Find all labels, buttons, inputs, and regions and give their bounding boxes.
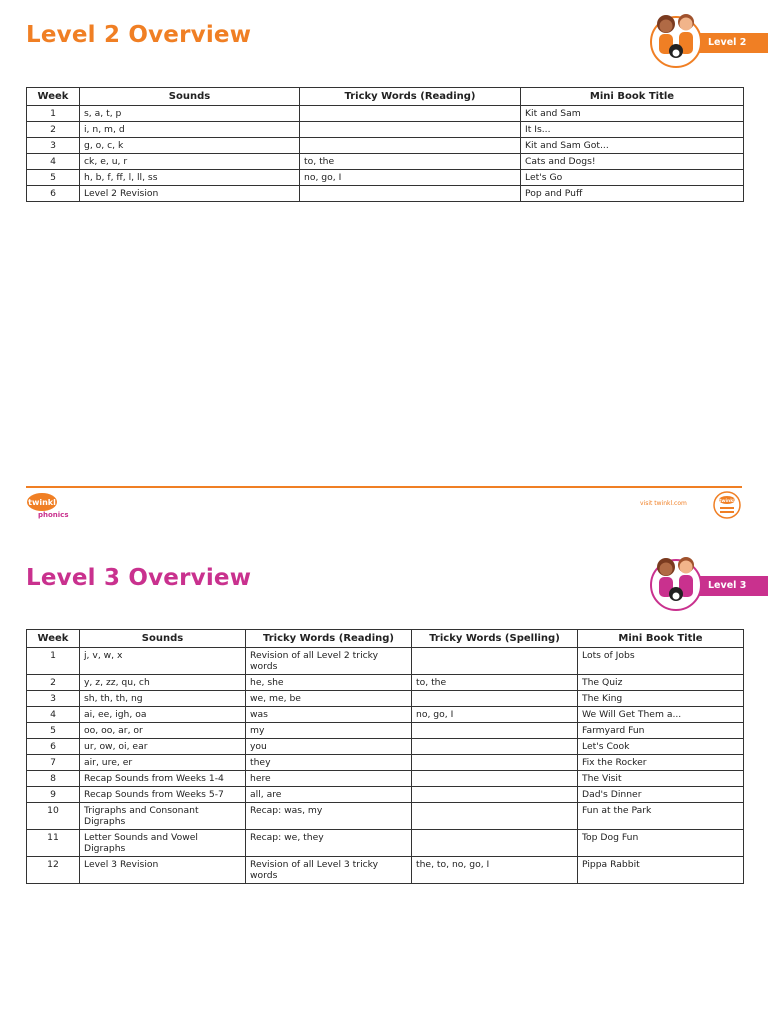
week-cell: 6: [27, 186, 80, 202]
table-row: [27, 755, 744, 771]
table-row: [27, 106, 744, 122]
column-header: Week: [27, 630, 80, 648]
column-header: Mini Book Title: [578, 630, 744, 648]
book-title-cell: Let's Go: [521, 170, 744, 186]
table-row: [27, 138, 744, 154]
level-2-table: [26, 87, 744, 202]
week-cell: 3: [27, 138, 80, 154]
book-title-cell: Kit and Sam Got...: [521, 138, 744, 154]
column-header: Mini Book Title: [521, 88, 744, 106]
tricky-spelling-cell: [412, 691, 578, 707]
children-avatar-icon: [646, 547, 706, 611]
tricky-spelling-cell: [412, 787, 578, 803]
tricky-reading-cell: they: [246, 755, 412, 771]
sounds-cell: Letter Sounds and Vowel Digraphs: [80, 830, 246, 857]
children-avatar-icon: [646, 4, 706, 68]
book-title-cell: Dad's Dinner: [578, 787, 744, 803]
sounds-cell: ck, e, u, r: [80, 154, 300, 170]
table-header-row: [27, 88, 744, 106]
tricky-reading-cell: you: [246, 739, 412, 755]
week-cell: 2: [27, 122, 80, 138]
sounds-cell: ai, ee, igh, oa: [80, 707, 246, 723]
tricky-reading-cell: my: [246, 723, 412, 739]
book-title-cell: Fix the Rocker: [578, 755, 744, 771]
tricky-reading-cell: no, go, I: [300, 170, 521, 186]
sounds-cell: Trigraphs and Consonant Digraphs: [80, 803, 246, 830]
table-row: [27, 648, 744, 675]
table-row: [27, 771, 744, 787]
tricky-spelling-cell: no, go, I: [412, 707, 578, 723]
tricky-spelling-cell: [412, 648, 578, 675]
column-header: Tricky Words (Spelling): [412, 630, 578, 648]
sounds-cell: Recap Sounds from Weeks 5-7: [80, 787, 246, 803]
tricky-reading-cell: we, me, be: [246, 691, 412, 707]
tricky-reading-cell: [300, 186, 521, 202]
sounds-cell: j, v, w, x: [80, 648, 246, 675]
tricky-reading-cell: Revision of all Level 2 tricky words: [246, 648, 412, 675]
tricky-spelling-cell: [412, 830, 578, 857]
sounds-cell: Level 2 Revision: [80, 186, 300, 202]
sounds-cell: y, z, zz, qu, ch: [80, 675, 246, 691]
sounds-cell: air, ure, er: [80, 755, 246, 771]
tricky-reading-cell: [300, 138, 521, 154]
tricky-spelling-cell: [412, 739, 578, 755]
sounds-cell: oo, oo, ar, or: [80, 723, 246, 739]
tricky-spelling-cell: [412, 771, 578, 787]
table-row: [27, 857, 744, 884]
table-row: [27, 186, 744, 202]
table-row: [27, 739, 744, 755]
week-cell: 7: [27, 755, 80, 771]
table-row: [27, 122, 744, 138]
tricky-spelling-cell: [412, 803, 578, 830]
table-row: [27, 675, 744, 691]
week-cell: 1: [27, 106, 80, 122]
tricky-reading-cell: to, the: [300, 154, 521, 170]
tricky-reading-cell: was: [246, 707, 412, 723]
table-row: [27, 707, 744, 723]
column-header: Week: [27, 88, 80, 106]
week-cell: 5: [27, 723, 80, 739]
week-cell: 3: [27, 691, 80, 707]
tricky-reading-cell: Recap: was, my: [246, 803, 412, 830]
column-header: Tricky Words (Reading): [300, 88, 521, 106]
level-2-title: Level 2 Overview: [26, 22, 252, 48]
week-cell: 10: [27, 803, 80, 830]
tricky-reading-cell: [300, 122, 521, 138]
book-title-cell: The Visit: [578, 771, 744, 787]
book-title-cell: Let's Cook: [578, 739, 744, 755]
book-title-cell: Cats and Dogs!: [521, 154, 744, 170]
sounds-cell: ur, ow, oi, ear: [80, 739, 246, 755]
table-row: [27, 830, 744, 857]
level-3-section: [0, 543, 768, 1024]
level-3-badge: Level 3: [680, 576, 768, 596]
sounds-cell: sh, th, th, ng: [80, 691, 246, 707]
week-cell: 2: [27, 675, 80, 691]
page-footer: [0, 488, 768, 528]
table-row: [27, 803, 744, 830]
visit-link[interactable]: visit twinkl.com: [640, 500, 687, 507]
book-title-cell: Top Dog Fun: [578, 830, 744, 857]
tricky-reading-cell: he, she: [246, 675, 412, 691]
level-2-section: [0, 0, 768, 486]
week-cell: 6: [27, 739, 80, 755]
week-cell: 1: [27, 648, 80, 675]
logo-text: twinkl: [28, 498, 56, 507]
tricky-spelling-cell: to, the: [412, 675, 578, 691]
sounds-cell: s, a, t, p: [80, 106, 300, 122]
week-cell: 12: [27, 857, 80, 884]
week-cell: 11: [27, 830, 80, 857]
book-title-cell: Lots of Jobs: [578, 648, 744, 675]
sounds-cell: h, b, f, ff, l, ll, ss: [80, 170, 300, 186]
level-3-table: [26, 629, 744, 884]
book-title-cell: The King: [578, 691, 744, 707]
book-title-cell: Fun at the Park: [578, 803, 744, 830]
book-title-cell: Pippa Rabbit: [578, 857, 744, 884]
book-title-cell: Kit and Sam: [521, 106, 744, 122]
week-cell: 8: [27, 771, 80, 787]
stamp-text: twinkl: [719, 499, 735, 504]
table-row: [27, 154, 744, 170]
week-cell: 5: [27, 170, 80, 186]
sounds-cell: i, n, m, d: [80, 122, 300, 138]
logo-subtext: phonics: [38, 511, 69, 519]
tricky-reading-cell: [300, 106, 521, 122]
sounds-cell: Recap Sounds from Weeks 1-4: [80, 771, 246, 787]
week-cell: 9: [27, 787, 80, 803]
table-row: [27, 723, 744, 739]
table-row: [27, 170, 744, 186]
level-2-badge: Level 2: [680, 33, 768, 53]
tricky-reading-cell: all, are: [246, 787, 412, 803]
book-title-cell: It Is...: [521, 122, 744, 138]
column-header: Sounds: [80, 630, 246, 648]
sounds-cell: Level 3 Revision: [80, 857, 246, 884]
tricky-spelling-cell: the, to, no, go, I: [412, 857, 578, 884]
level-3-title: Level 3 Overview: [26, 565, 252, 591]
week-cell: 4: [27, 154, 80, 170]
week-cell: 4: [27, 707, 80, 723]
sounds-cell: g, o, c, k: [80, 138, 300, 154]
table-header-row: [27, 630, 744, 648]
book-title-cell: Farmyard Fun: [578, 723, 744, 739]
tricky-spelling-cell: [412, 723, 578, 739]
book-title-cell: The Quiz: [578, 675, 744, 691]
tricky-spelling-cell: [412, 755, 578, 771]
table-row: [27, 691, 744, 707]
tricky-reading-cell: Revision of all Level 3 tricky words: [246, 857, 412, 884]
tricky-reading-cell: here: [246, 771, 412, 787]
tricky-reading-cell: Recap: we, they: [246, 830, 412, 857]
book-title-cell: Pop and Puff: [521, 186, 744, 202]
quality-stamp-icon: [712, 490, 744, 522]
book-title-cell: We Will Get Them a...: [578, 707, 744, 723]
twinkl-phonics-logo-icon: [26, 492, 70, 522]
column-header: Tricky Words (Reading): [246, 630, 412, 648]
column-header: Sounds: [80, 88, 300, 106]
table-row: [27, 787, 744, 803]
